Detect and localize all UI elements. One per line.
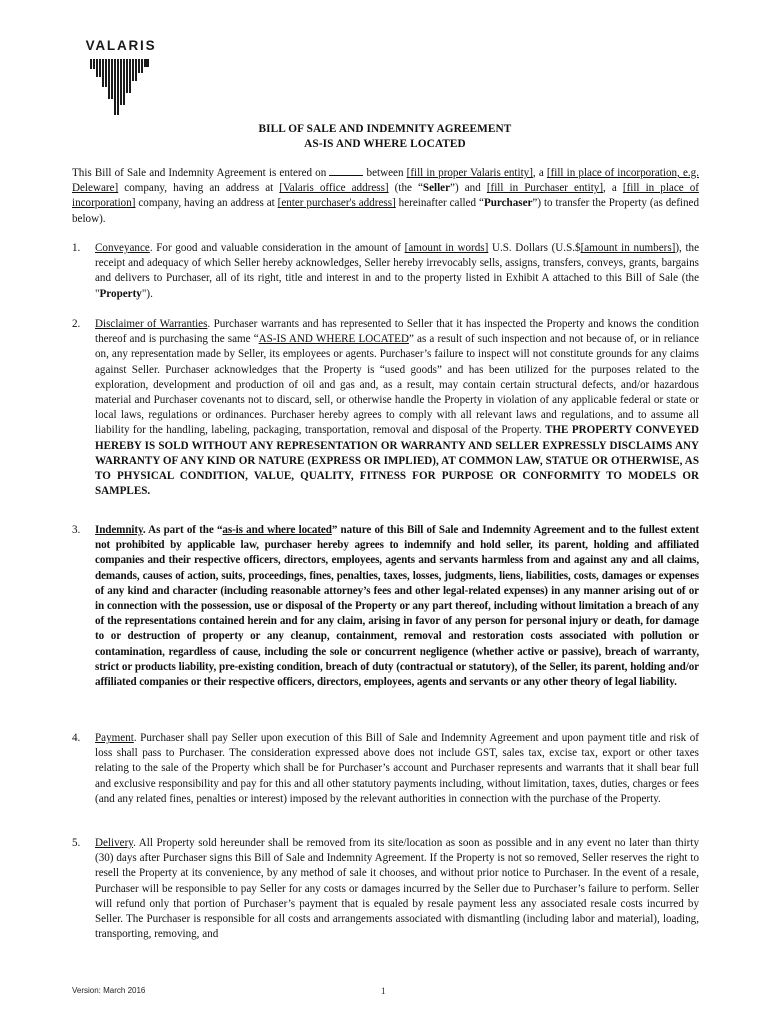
logo-bars-icon: [90, 55, 152, 117]
seller-address-field[interactable]: [Valaris office address]: [279, 182, 389, 195]
section-number: 5.: [72, 837, 81, 849]
section-number: 1.: [72, 242, 81, 254]
section-heading: Conveyance: [95, 242, 150, 254]
valaris-logo: [82, 38, 160, 118]
purchaser-incorporation-field[interactable]: [fill in place of incorporation]: [72, 182, 700, 210]
purchaser-address-field[interactable]: [enter purchaser's address]: [277, 197, 396, 210]
section-heading: Payment: [95, 732, 134, 744]
section-disclaimer: 2. Disclaimer of Warranties. Purchaser warrants and has represented to Seller that it has inspected the Property and knows the condition thereof and is purchasing the same “AS-IS AND WHERE LOCATED” as a result of such inspection and not because of, or in reliance on, any representation made by Seller, its employees or agents. Purchaser’s failure to inspect will not constitute grounds for any claims against Seller. Purchaser acknowledges that the Property is “used goods” and has been utilized for the purposes related to the exploration, development and production of oil and gas and, as a result, may contain certain structural defects, and/or hazardous material and Purchaser covenants not to discard, sell, or otherwise handle the Property in violation of any applicable federal or state or local laws, regulations or ordinances. Purchaser hereby agrees to comply with all relevant laws and regulations, and to assume all liability for the handling, labeling, packaging, transportation, removal and disposal of the Property. THE PROPERTY CONVEYED HEREBY IS SOLD WITHOUT ANY REPRESENTATION OR WARRANTY AND SELLER EXPRESSLY DISCLAIMS ANY WARRANTY OF ANY KIND OR NATURE (EXPRESS OR IMPLIED), AT COMMON LAW, STATUE OR OTHERWISE, AS TO PHYSICAL CONDITION, VALUE, QUALITY, FITNESS FOR PURPOSE OR CONFORMITY TO MODELS OR SAMPLES.: [72, 318, 700, 498]
document-subtitle: AS-IS AND WHERE LOCATED: [304, 138, 466, 150]
intro-paragraph: This Bill of Sale and Indemnity Agreement is entered on between [fill in proper Valaris entity], a [fill in place of incorporation, e.g. Deleware] company, having an address at [Valaris office address] (the “Seller”) and [fill in Purchaser entity], a [fill in place of incorporation] company, having an address at [enter purchaser's address] hereinafter called “Purchaser”) to transfer the Property (as defined below).: [72, 167, 700, 225]
page-number: 1: [381, 986, 386, 996]
section-heading: Delivery: [95, 837, 134, 849]
seller-incorporation-field[interactable]: [fill in place of incorporation, e.g. Deleware]: [72, 167, 699, 195]
disclaimer-caps: THE PROPERTY CONVEYED HEREBY IS SOLD WITHOUT ANY REPRESENTATION OR WARRANTY AND SELLER EXPRESSLY DISCLAIMS ANY WARRANTY OF ANY KIND OR NATURE (EXPRESS OR IMPLIED), AT COMMON LAW, STATUE OR OTHERWISE, AS TO PHYSICAL CONDITION, VALUE, QUALITY, FITNESS FOR PURPOSE OR CONFORMITY TO MODELS OR SAMPLES.: [95, 424, 699, 498]
section-indemnity: 3. Indemnity. As part of the “as-is and where located” nature of this Bill of Sale and Indemnity Agreement and to the fullest extent not prohibited by applicable law, purchaser hereby agrees to indemnify and hold seller, its parent, holding and affiliated companies and their respective officers, directors, employees, agents and servants harmless from and against any and all claims, demands, causes of action, suits, proceedings, fines, penalties, taxes, losses, judgments, liens, liabilities, costs, damages or expenses of any kind and character (including reasonable attorney’s fees and other legal-related expenses) in any manner arising out of or in connection with the possession, use or disposal of the Property or any part thereof, including without limitation a breach of any of the representations contained herein and for any claim, arising in favor of any person for personal injury or death, for damage to or destruction of property or any cleanup, containment, removal and restoration costs associated with pollution or contamination, regardless of cause, including the sole or concurrent negligence (whether active or passive), breach of warranty, strict or products liability, pre-existing condition, breach of duty (contractual or statutory), of the Seller, its parent, holding and/or affiliated companies or their respective officers, directors, employees, agents and servants or any other theory of legal liability.: [72, 524, 699, 689]
seller-entity-field[interactable]: [fill in proper Valaris entity]: [406, 167, 533, 179]
section-payment: 4. Payment. Purchaser shall pay Seller upon execution of this Bill of Sale and Indemnity Agreement and upon payment title and risk of loss shall pass to Purchaser. The consideration expressed above does not include GST, sales tax, excise tax, export or other taxes relating to the sale of the Property which shall be for Purchaser’s account and Purchaser represents and warrants that it shall bear full and exclusive responsibility and pay for this and all other statutory payments including, without limitation, taxes, duties, charges or fees (and any related fines, penalties or interest) imposed by the relevant authorities in connection with the purchase of the Property.: [72, 732, 699, 805]
amount-words-field[interactable]: [amount in words]: [404, 242, 489, 254]
section-number: 4.: [72, 732, 81, 744]
section-number: 2.: [72, 318, 81, 330]
purchaser-entity-field[interactable]: [fill in Purchaser entity]: [486, 182, 604, 195]
document-title: BILL OF SALE AND INDEMNITY AGREEMENT: [258, 123, 512, 135]
version-label: Version: March 2016: [72, 986, 146, 995]
amount-numbers-field[interactable]: [amount in numbers]: [580, 242, 676, 254]
section-heading: Disclaimer of Warranties: [95, 318, 208, 330]
section-number: 3.: [72, 524, 81, 536]
logo-wordmark: VALARIS: [85, 38, 157, 53]
date-blank[interactable]: [329, 165, 363, 176]
section-delivery: 5. Delivery. All Property sold hereunder shall be removed from its site/location as soon as possible and in any event no later than thirty (30) days after Purchaser signs this Bill of Sale and Indemnity Agreement. If the Property is not so removed, Seller reserves the right to resell the Property at its convenience, by any method of sale it chooses, and without prior notice to Purchaser. In the event of a resale, Purchaser will be responsible to pay Seller for any costs or damages incurred by the Seller due to Purchaser’s failure to perform. Seller will refund only that portion of Purchaser’s payment that is equaled by resale payment less any associated resale costs incurred by Seller. The Purchaser is responsible for all costs and arrangements associated with dismantling (including labor and material), loading, transporting, removing, and: [72, 837, 699, 941]
section-heading: Indemnity: [95, 524, 143, 536]
section-conveyance: 1. Conveyance. For good and valuable consideration in the amount of [amount in words] U.S. Dollars (U.S.$[amount in numbers]), the receipt and adequacy of which Seller hereby acknowledges, Seller hereby irrevocably sells, assigns, transfers, conveys, grants, bargains and delivers to Purchaser, all of its right, title and interest in and to the property listed in Exhibit A attached to this Bill of Sale (the "Property").: [72, 242, 700, 300]
